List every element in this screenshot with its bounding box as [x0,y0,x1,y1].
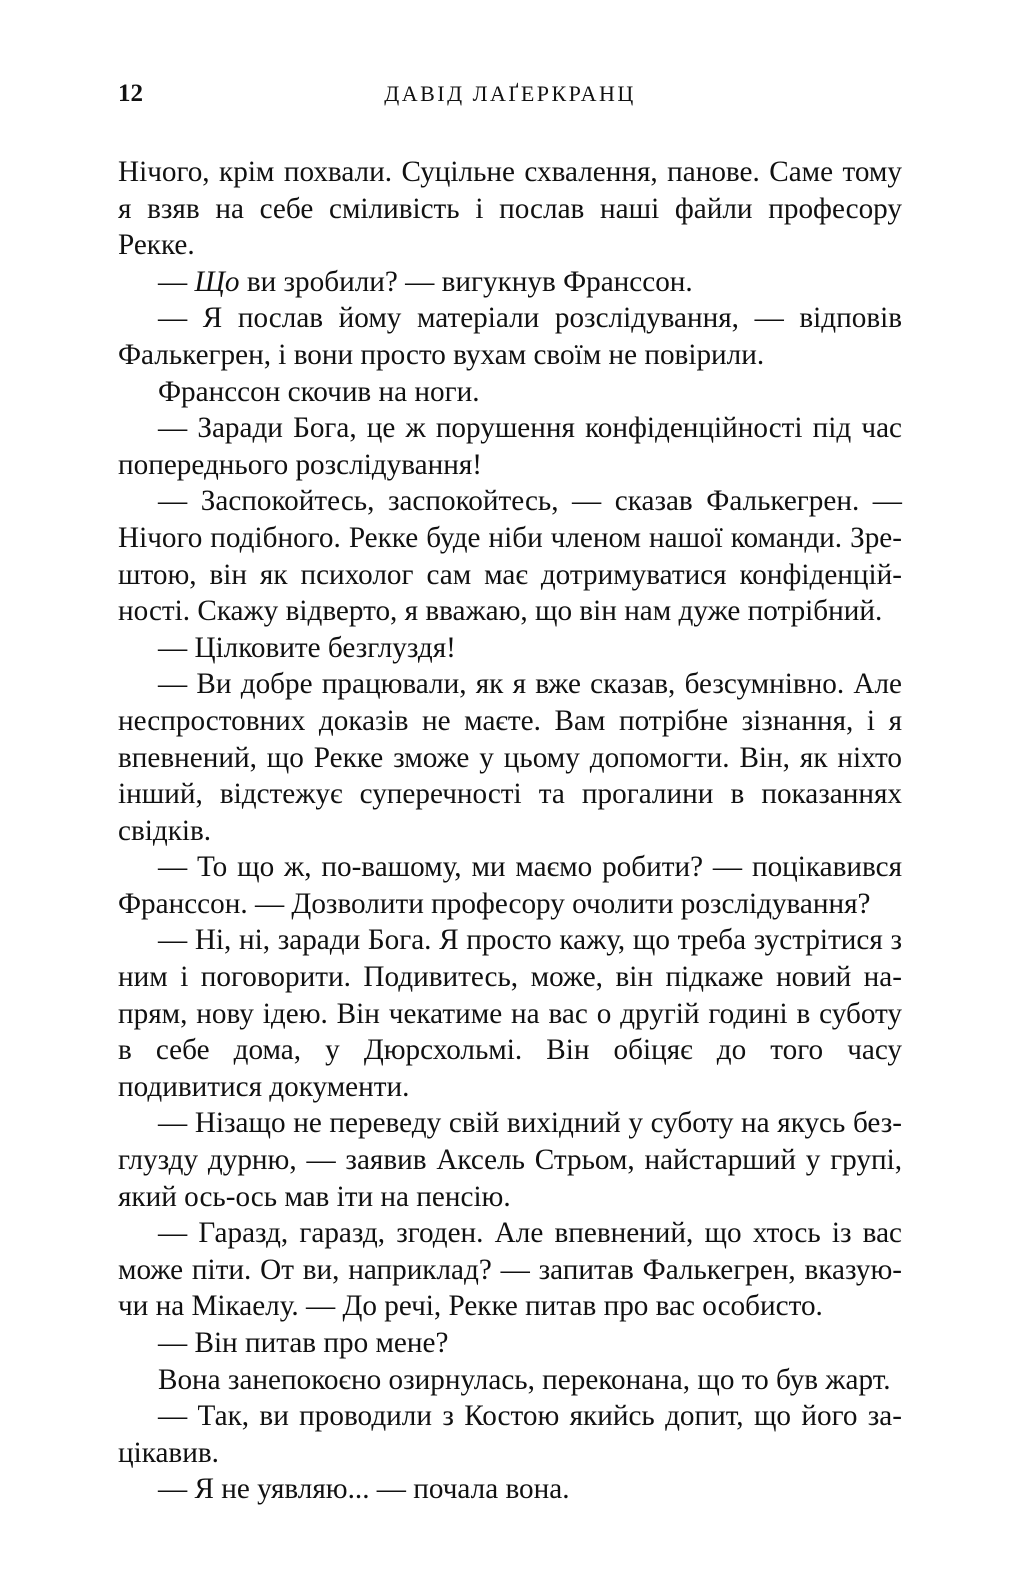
paragraph: — Заспокойтесь, заспокойтесь, — сказав Фалькегрен. — Нічого подібного. Рекке буде ніби членом нашої команди. Зрештою, він як психолог сам має дотримуватися конфіденційності. Скажу відверто, я вважаю, що він нам дуже потрібний. [118,485,902,628]
running-head-author: ДАВІД ЛАҐЕРКРАНЦ [384,81,636,106]
paragraph: — Він питав про мене? [158,1327,449,1359]
paragraph: Нічого, крім похвали. Суцільне схвалення, панове. Саме тому я взяв на себе сміливість і послав наші файли професору Рекке. [118,156,902,262]
paragraph: — Ні, ні, заради Бога. Я просто кажу, що треба зустрітися з ним і поговорити. Подивитесь, може, він підкаже новий напрям, нову ідею. Він чекатиме на вас о другій годині в суботу в себе дома, у Дюрсхольмі. Він обіцяє до того часу подивитися документи. [118,924,902,1103]
paragraph: — Цілковите безглуздя! [158,631,456,664]
paragraph: — Гаразд, гаразд, згоден. Але впевнений, що хтось із вас може піти. От ви, наприклад? — запитав Фалькегрен, вказуючи на Мікаелу. — До речі, Рекке питав про вас особисто. [118,1217,902,1323]
body-text [118,154,902,1508]
page-header [118,78,902,110]
paragraph: — Я послав йому матеріали розслідування, — відповів Фалькегрен, і вони просто вухам своїм не повірили. [118,302,902,371]
paragraph: — Так, ви проводили з Костою якийсь допит, що його зацікавив. [118,1400,902,1469]
italic-emphasis: Що [194,265,240,298]
paragraph: — Ви добре працювали, як я вже сказав, безсумнівно. Але неспростовних доказів не маєте. Вам потрібне зізнання, і я впевнений, що Рекке зможе у цьому допомогти. Він, як ніхто інший, відстежує суперечності та прогалини в показаннях свідків. [118,668,902,847]
paragraph-text: ви зробили? — вигукнув Франссон. [239,265,693,298]
page-number: 12 [118,80,143,107]
paragraph: — Що ви зробили? — вигукнув Франссон. [158,265,693,298]
paragraph: Вона занепокоєно озирнулась, переконана, що то був жарт. [158,1363,891,1396]
paragraph: — То що ж, по-вашому, ми маємо робити? — поцікавився Франссон. — Дозволити професору очолити розслідування? [118,851,902,920]
paragraph: Франссон скочив на ноги. [158,375,480,408]
paragraph: — Нізащо не переведу свій вихідний у суботу на якусь безглузду дурню, — заявив Аксель Стрьом, найстарший у групі, який ось-ось мав іти на пенсію. [118,1107,902,1213]
paragraph: — Я не уявляю... — почала вона. [158,1473,570,1506]
paragraph: — Заради Бога, це ж порушення конфіденційності під час попереднього розслідування! [118,412,902,481]
